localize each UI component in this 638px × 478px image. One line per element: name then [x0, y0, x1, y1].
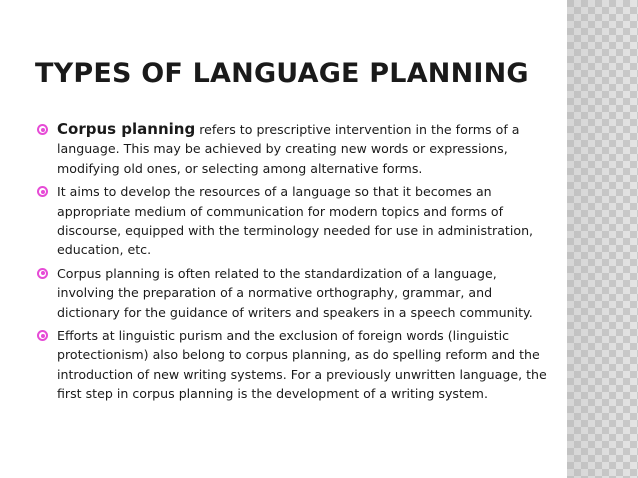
bullet-circle-icon: [37, 268, 48, 279]
bullet-item: [37, 182, 547, 260]
bullet-circle-icon: [37, 124, 48, 135]
bullet-body: Efforts at linguistic purism and the exclusion of foreign words (linguistic protectionism) also belong to corpus planning, as do spelling reform and the introduction of new writing systems. For a previously unwritten language, the first step in corpus planning is the development of a writing system.: [57, 328, 547, 402]
slide-title: TYPES OF LANGUAGE PLANNING: [35, 58, 529, 89]
bullet-body: refers to prescriptive intervention in the forms of a language. This may be achieved by creating new words or expressions, modifying old ones, or selecting among alternative forms.: [57, 122, 520, 176]
bullet-body: It aims to develop the resources of a language so that it becomes an appropriate medium of communication for modern topics and forms of discourse, equipped with the terminology needed for use in administration, education, etc.: [57, 184, 534, 258]
bullet-circle-icon: [37, 330, 48, 341]
bullet-item: [37, 120, 547, 178]
bullet-lead-term: Corpus planning: [57, 120, 196, 138]
bullet-text: [57, 120, 547, 178]
bullet-item: [37, 264, 547, 322]
bullet-list: [37, 120, 547, 408]
decorative-side-band: [567, 0, 638, 478]
bullet-item: [37, 326, 547, 404]
bullet-circle-icon: [37, 186, 48, 197]
bullet-body: Corpus planning is often related to the standardization of a language, involving the preparation of a normative orthography, grammar, and dictionary for the guidance of writers and speakers in a speech community.: [57, 265, 533, 320]
